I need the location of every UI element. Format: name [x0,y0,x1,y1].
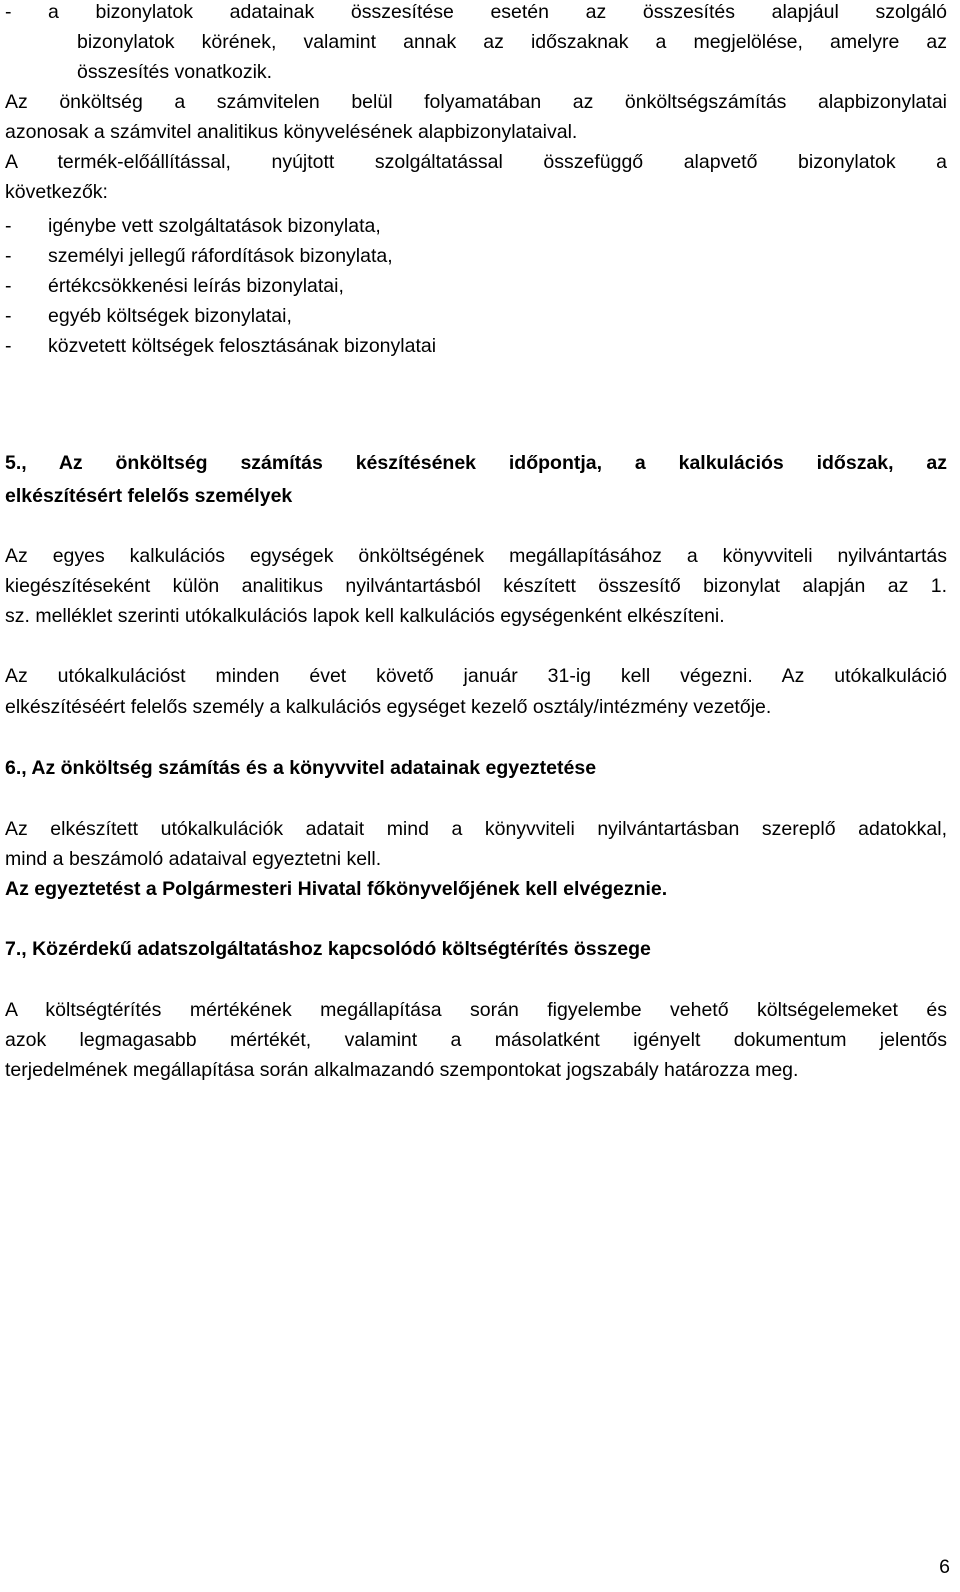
responsible-statement: Az egyeztetést a Polgármesteri Hivatal főkönyvelőjének kell elvégeznie. [5,878,668,900]
list-item-summary-l2: bizonylatok körének, valamint annak az időszaknak a megjelölése, amelyre az [77,31,947,53]
list-item-summary-l3: összesítés vonatkozik. [77,61,273,83]
list-item: - személyi jellegű ráfordítások bizonylata, [5,245,393,267]
list-item: - értékcsökkenési leírás bizonylatai, [5,275,344,297]
section-6-heading: 6., Az önköltség számítás és a könyvvitel adatainak egyeztetése [5,757,597,779]
paragraph-line: sz. melléklet szerinti utókalkulációs lapok kell kalkulációs egységenként elkészíteni. [5,605,725,627]
list-item-summary-l1: - a bizonylatok adatainak összesítése esetén az összesítés alapjául szolgáló [5,0,947,27]
paragraph-line: mind a beszámoló adataival egyeztetni kell. [5,848,382,870]
list-item: - egyéb költségek bizonylatai, [5,305,292,327]
paragraph-line: Az önköltség a számvitelen belül folyamatában az önköltségszámítás alapbizonylatai [5,91,947,113]
list-item: - igénybe vett szolgáltatások bizonylata, [5,215,381,237]
page-number: 6 [939,1556,950,1578]
paragraph-line: Az utókalkulációst minden évet követő január 31-ig kell végezni. Az utókalkuláció [5,665,947,687]
paragraph-line: A költségtérítés mértékének megállapítása során figyelembe vehető költségelemeket és [5,999,947,1021]
paragraph-line: Az egyes kalkulációs egységek önköltségének megállapításához a könyvviteli nyilvántartás [5,545,947,567]
paragraph-line: következők: [5,181,108,203]
paragraph-line: azok legmagasabb mértékét, valamint a másolatként igényelt dokumentum jelentős [5,1029,947,1051]
paragraph-line: elkészítéséért felelős személy a kalkulációs egységet kezelő osztály/intézmény vezetője. [5,696,772,718]
list-dash: - [5,1,12,23]
section-7-heading: 7., Közérdekű adatszolgáltatáshoz kapcsolódó költségtérítés összege [5,938,651,960]
paragraph-line: kiegészítéseként külön analitikus nyilvántartásból készített összesítő bizonylat alapján az 1. [5,575,947,597]
section-5-heading-cont: elkészítésért felelős személyek [5,485,293,507]
paragraph-line: Az elkészített utókalkulációk adatait mind a könyvviteli nyilvántartásban szereplő adatokkal, [5,818,947,840]
paragraph-line: A termék-előállítással, nyújtott szolgáltatással összefüggő alapvető bizonylatok a [5,151,947,173]
section-5-heading: 5., Az önköltség számítás készítésének időpontja, a kalkulációs időszak, az [5,452,947,474]
paragraph-line: azonosak a számvitel analitikus könyvelésének alapbizonylataival. [5,121,578,143]
list-item: - közvetett költségek felosztásának bizonylatai [5,335,437,357]
paragraph-line: terjedelmének megállapítása során alkalmazandó szempontokat jogszabály határozza meg. [5,1059,799,1081]
